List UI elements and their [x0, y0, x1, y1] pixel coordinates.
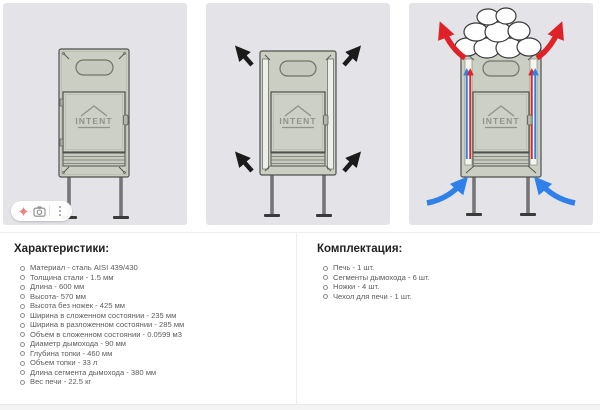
product-image-gallery: [3, 3, 593, 225]
package-item: Печь - 1 шт.: [323, 263, 600, 273]
bottom-strip: [0, 404, 600, 410]
specifications-title: Характеристики:: [14, 243, 110, 255]
package-item: Ножки - 4 шт.: [323, 282, 600, 292]
spec-item: Диаметр дымохода - 90 мм: [20, 339, 296, 349]
sauna-stones: [455, 8, 541, 58]
pill-divider: [49, 206, 50, 216]
specifications-list: [14, 263, 296, 387]
stove-legs: [264, 175, 332, 217]
product-details-section: [0, 232, 600, 404]
ash-drawer: [473, 153, 529, 166]
neuro-search-icon[interactable]: [17, 205, 30, 218]
spec-item: Глубина топки - 460 мм: [20, 349, 296, 359]
spec-item: Объем топки - 33 л: [20, 358, 296, 368]
product-image-unfolding[interactable]: [206, 3, 390, 225]
spec-item: Вес печи - 22.5 кг: [20, 377, 296, 387]
package-list: [317, 263, 600, 301]
svg-text:INTENT: INTENT: [279, 116, 317, 126]
spec-item: Ширина в сложенном состоянии - 235 мм: [20, 311, 296, 321]
image-tools-pill: [11, 201, 72, 221]
spec-item: Длина - 600 мм: [20, 282, 296, 292]
ash-drawer: [63, 153, 125, 166]
stove-handle-cutout: [76, 60, 113, 75]
spec-item: Толщина стали - 1.5 мм: [20, 273, 296, 283]
cold-air-arrows: [427, 181, 575, 203]
package-item: Чехол для печи - 1 шт.: [323, 292, 600, 302]
spec-item: Ширина в разложенном состоянии - 285 мм: [20, 320, 296, 330]
image-search-icon[interactable]: [33, 205, 46, 218]
stove-convection-illustration: [409, 3, 593, 225]
stove-unfold-illustration: [206, 3, 390, 225]
specifications-panel: [0, 233, 297, 404]
package-item: Сегменты дымохода - 6 шт.: [323, 273, 600, 283]
ash-drawer: [271, 153, 325, 166]
spec-item: Высота- 570 мм: [20, 292, 296, 302]
product-image-convection[interactable]: [409, 3, 593, 225]
side-wing-right: [328, 59, 334, 169]
spec-item: Длина сегмента дымохода - 380 мм: [20, 368, 296, 378]
door-latch: [124, 115, 129, 125]
spec-item: Материал - сталь AISI 439/430: [20, 263, 296, 273]
stove-legs: [466, 177, 536, 216]
svg-text:INTENT: INTENT: [482, 116, 520, 126]
stove-front-illustration: [3, 3, 187, 225]
side-wing-left: [263, 59, 269, 169]
spec-item: Высота без ножек - 425 мм: [20, 301, 296, 311]
package-panel: [297, 233, 600, 404]
more-options-icon[interactable]: [53, 205, 66, 218]
package-title: Комплектация:: [317, 243, 403, 255]
svg-text:INTENT: INTENT: [75, 116, 113, 126]
product-image-front[interactable]: [3, 3, 187, 225]
spec-item: Объем в сложенном состоянии - 0.0599 м3: [20, 330, 296, 340]
